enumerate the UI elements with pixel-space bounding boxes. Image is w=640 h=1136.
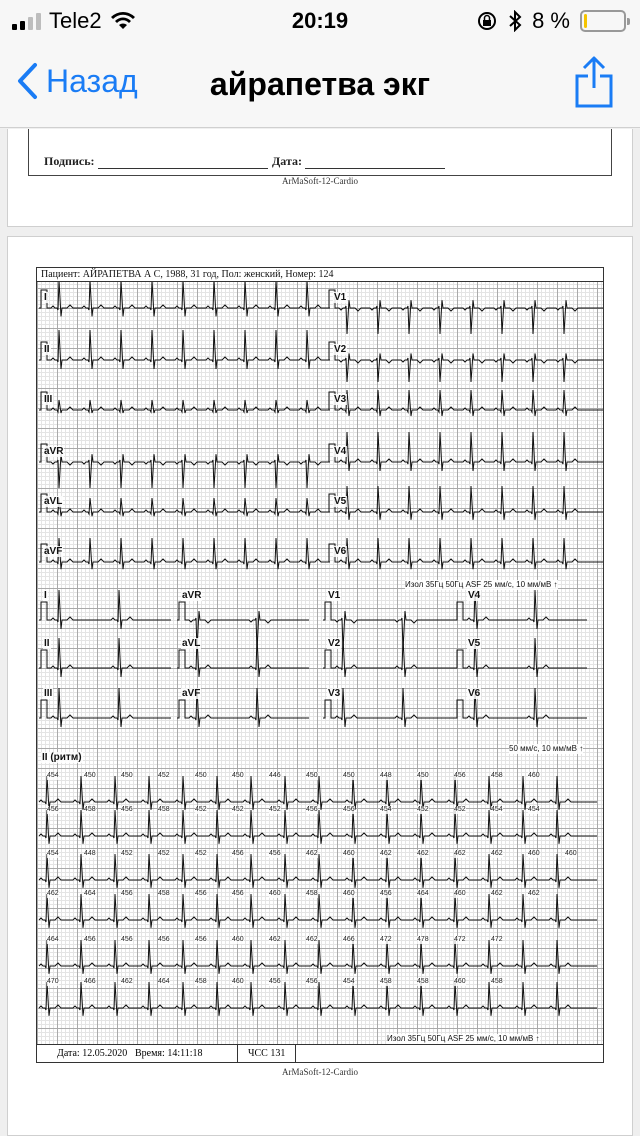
ecg-footer bbox=[37, 1044, 603, 1062]
rr-interval-4-9: 460 bbox=[343, 890, 355, 897]
rr-interval-4-4: 458 bbox=[158, 890, 170, 897]
rr-interval-5-3: 456 bbox=[121, 936, 133, 943]
mid-lead-label-V6: V6 bbox=[468, 688, 481, 699]
rr-interval-5-2: 456 bbox=[84, 936, 96, 943]
rr-interval-4-7: 460 bbox=[269, 890, 281, 897]
settings-middle: 50 мм/с, 10 мм/мВ ↑ bbox=[509, 744, 584, 753]
rr-interval-6-12: 460 bbox=[454, 978, 466, 985]
rr-interval-4-11: 464 bbox=[417, 890, 429, 897]
rr-interval-1-14: 460 bbox=[528, 772, 540, 779]
status-time: 20:19 bbox=[291, 8, 349, 33]
rr-interval-3-13: 462 bbox=[491, 850, 503, 857]
rr-interval-6-2: 466 bbox=[84, 978, 96, 985]
rr-interval-4-10: 456 bbox=[380, 890, 392, 897]
rr-interval-2-11: 452 bbox=[417, 806, 429, 813]
lead-label-V1: V1 bbox=[334, 292, 347, 303]
rr-interval-6-10: 458 bbox=[380, 978, 392, 985]
rr-interval-2-2: 458 bbox=[84, 806, 96, 813]
rr-interval-3-3: 452 bbox=[121, 850, 133, 857]
rr-interval-2-3: 456 bbox=[121, 806, 133, 813]
rr-interval-2-7: 452 bbox=[269, 806, 281, 813]
rr-interval-1-6: 450 bbox=[232, 772, 244, 779]
back-button[interactable] bbox=[16, 62, 138, 100]
lead-label-I: I bbox=[44, 292, 47, 303]
rr-interval-4-3: 456 bbox=[121, 890, 133, 897]
page2-brand: ArMaSoft-12-Cardio bbox=[282, 1067, 358, 1077]
rr-interval-5-6: 460 bbox=[232, 936, 244, 943]
rr-interval-5-12: 472 bbox=[454, 936, 466, 943]
rr-interval-6-1: 470 bbox=[47, 978, 59, 985]
lead-label-V5: V5 bbox=[334, 496, 347, 507]
rr-interval-3-2: 448 bbox=[84, 850, 96, 857]
rr-interval-2-5: 452 bbox=[195, 806, 207, 813]
rr-interval-3-15: 460 bbox=[565, 850, 577, 857]
rr-interval-5-13: 472 bbox=[491, 936, 503, 943]
rr-interval-3-12: 462 bbox=[454, 850, 466, 857]
ecg-mid-trace-V2 bbox=[323, 638, 455, 677]
ecg-mid-trace-V3 bbox=[323, 688, 455, 727]
rr-interval-2-9: 456 bbox=[343, 806, 355, 813]
rr-interval-4-8: 458 bbox=[306, 890, 318, 897]
status-right bbox=[476, 8, 626, 34]
rhythm-trace-row-2 bbox=[39, 810, 597, 844]
lead-label-aVL: aVL bbox=[44, 496, 63, 507]
rr-interval-4-12: 460 bbox=[454, 890, 466, 897]
rr-interval-1-4: 452 bbox=[158, 772, 170, 779]
ecg-mid-trace-II bbox=[39, 638, 171, 677]
rr-interval-5-10: 472 bbox=[380, 936, 392, 943]
rr-interval-3-4: 452 bbox=[158, 850, 170, 857]
rr-interval-1-12: 456 bbox=[454, 772, 466, 779]
ecg-lead-trace-II bbox=[39, 330, 330, 369]
rr-interval-4-5: 456 bbox=[195, 890, 207, 897]
rr-interval-1-11: 450 bbox=[417, 772, 429, 779]
rr-interval-4-2: 464 bbox=[84, 890, 96, 897]
settings-bottom: Изол 35Гц 50Гц ASF 25 мм/с, 10 мм/мВ ↑ bbox=[387, 1034, 540, 1043]
document-viewer[interactable] bbox=[0, 129, 640, 1136]
mid-lead-label-aVL: aVL bbox=[182, 638, 201, 649]
ecg-lead-trace-aVF bbox=[39, 538, 330, 569]
ecg-lead-trace-I bbox=[39, 280, 330, 316]
rr-interval-5-8: 462 bbox=[306, 936, 318, 943]
rr-interval-1-13: 458 bbox=[491, 772, 503, 779]
mid-lead-label-V2: V2 bbox=[328, 638, 341, 649]
rhythm-trace-row-5 bbox=[39, 940, 597, 974]
signature-label: Подпись: bbox=[44, 154, 95, 168]
ecg-lead-trace-V6 bbox=[327, 538, 603, 569]
page1-brand: ArMaSoft-12-Cardio bbox=[282, 176, 358, 186]
ecg-mid-trace-III bbox=[39, 688, 171, 727]
rr-interval-3-10: 462 bbox=[380, 850, 392, 857]
rhythm-label: II (ритм) bbox=[42, 752, 82, 763]
rhythm-trace-row-1 bbox=[39, 776, 597, 810]
lead-label-aVR: aVR bbox=[44, 446, 64, 457]
rr-interval-6-5: 458 bbox=[195, 978, 207, 985]
bluetooth-icon bbox=[508, 10, 522, 32]
rr-interval-3-7: 456 bbox=[269, 850, 281, 857]
rr-interval-1-2: 450 bbox=[84, 772, 96, 779]
rr-interval-3-5: 452 bbox=[195, 850, 207, 857]
ecg-lead-trace-V2 bbox=[327, 342, 603, 382]
rr-interval-1-10: 448 bbox=[380, 772, 392, 779]
rr-interval-3-9: 460 bbox=[343, 850, 355, 857]
mid-lead-label-aVR: aVR bbox=[182, 590, 202, 601]
mid-lead-label-V4: V4 bbox=[468, 590, 481, 601]
ecg-lead-trace-V3 bbox=[327, 390, 603, 416]
settings-top: Изол 35Гц 50Гц ASF 25 мм/с, 10 мм/мВ ↑ bbox=[405, 580, 558, 589]
record-time: Время: 14:11:18 bbox=[135, 1048, 203, 1059]
ecg-lead-trace-aVL bbox=[39, 494, 330, 516]
lead-label-V6: V6 bbox=[334, 546, 347, 557]
lead-label-V3: V3 bbox=[334, 394, 347, 405]
lead-label-aVF: aVF bbox=[44, 546, 63, 557]
chevron-left-icon bbox=[16, 62, 38, 100]
lead-label-II: II bbox=[44, 344, 50, 355]
rr-interval-1-9: 450 bbox=[343, 772, 355, 779]
ecg-lead-trace-V4 bbox=[327, 432, 603, 471]
rr-interval-4-6: 456 bbox=[232, 890, 244, 897]
share-icon bbox=[574, 54, 614, 110]
heart-rate: ЧСС 131 bbox=[237, 1045, 296, 1063]
rr-interval-6-4: 464 bbox=[158, 978, 170, 985]
signature-line bbox=[44, 154, 268, 169]
pdf-page-1 bbox=[7, 129, 633, 227]
rhythm-trace-row-4 bbox=[39, 894, 597, 928]
date-line bbox=[272, 154, 445, 169]
ecg-lead-trace-V1 bbox=[327, 290, 603, 334]
rr-interval-3-14: 460 bbox=[528, 850, 540, 857]
rr-interval-5-11: 478 bbox=[417, 936, 429, 943]
mid-lead-label-I: I bbox=[44, 590, 47, 601]
lead-label-V4: V4 bbox=[334, 446, 347, 457]
rr-interval-3-8: 462 bbox=[306, 850, 318, 857]
rhythm-trace-row-3 bbox=[39, 854, 597, 888]
rr-interval-4-14: 462 bbox=[528, 890, 540, 897]
mid-lead-label-II: II bbox=[44, 638, 50, 649]
mid-lead-label-V5: V5 bbox=[468, 638, 481, 649]
rr-interval-5-1: 464 bbox=[47, 936, 59, 943]
ecg-lead-trace-V5 bbox=[327, 486, 603, 520]
date-label: Дата: bbox=[272, 154, 302, 168]
rr-interval-2-14: 454 bbox=[528, 806, 540, 813]
rr-interval-1-7: 446 bbox=[269, 772, 281, 779]
carrier-name: Tele2 bbox=[49, 8, 102, 33]
rr-interval-2-4: 458 bbox=[158, 806, 170, 813]
ecg-lead-trace-III bbox=[39, 392, 330, 413]
ecg-mid-trace-I bbox=[39, 590, 171, 629]
rr-interval-5-4: 456 bbox=[158, 936, 170, 943]
rr-interval-2-1: 456 bbox=[47, 806, 59, 813]
pdf-page-2 bbox=[7, 236, 633, 1136]
rr-interval-6-11: 458 bbox=[417, 978, 429, 985]
rr-interval-1-5: 450 bbox=[195, 772, 207, 779]
rr-interval-3-11: 462 bbox=[417, 850, 429, 857]
rr-interval-6-13: 458 bbox=[491, 978, 503, 985]
rr-interval-6-7: 456 bbox=[269, 978, 281, 985]
navigation-bar bbox=[0, 40, 640, 128]
rr-interval-1-3: 450 bbox=[121, 772, 133, 779]
status-bar bbox=[0, 0, 640, 40]
rr-interval-5-5: 456 bbox=[195, 936, 207, 943]
rhythm-trace-row-6 bbox=[39, 982, 597, 1016]
rr-interval-2-8: 456 bbox=[306, 806, 318, 813]
record-date: Дата: 12.05.2020 bbox=[57, 1048, 128, 1059]
rr-interval-4-13: 462 bbox=[491, 890, 503, 897]
mid-lead-label-aVF: aVF bbox=[182, 688, 201, 699]
rr-interval-2-10: 454 bbox=[380, 806, 392, 813]
mid-lead-label-V1: V1 bbox=[328, 590, 341, 601]
patient-header: Пациент: АЙРАПЕТВА А С, 1988, 31 год, Пол: женский, Номер: 124 bbox=[37, 268, 603, 282]
mid-lead-label-V3: V3 bbox=[328, 688, 341, 699]
rr-interval-5-9: 466 bbox=[343, 936, 355, 943]
rr-interval-2-6: 452 bbox=[232, 806, 244, 813]
rr-interval-6-3: 462 bbox=[121, 978, 133, 985]
document-title: айрапетва экг bbox=[209, 66, 431, 102]
lead-label-III: III bbox=[44, 394, 53, 405]
rr-interval-3-1: 454 bbox=[47, 850, 59, 857]
rr-interval-6-9: 454 bbox=[343, 978, 355, 985]
rr-interval-6-6: 460 bbox=[232, 978, 244, 985]
rr-interval-4-1: 462 bbox=[47, 890, 59, 897]
rr-interval-3-6: 456 bbox=[232, 850, 244, 857]
battery-percent: 8 % bbox=[532, 8, 570, 33]
battery-icon bbox=[580, 10, 626, 32]
share-button[interactable] bbox=[574, 54, 614, 115]
mid-lead-label-III: III bbox=[44, 688, 53, 699]
orientation-lock-icon bbox=[476, 10, 498, 32]
rr-interval-5-7: 462 bbox=[269, 936, 281, 943]
ecg-sheet bbox=[36, 267, 604, 1063]
ecg-lead-trace-aVR bbox=[39, 444, 330, 488]
back-label: Назад bbox=[46, 62, 138, 99]
rr-interval-1-1: 454 bbox=[47, 772, 59, 779]
rr-interval-2-12: 452 bbox=[454, 806, 466, 813]
rr-interval-1-8: 450 bbox=[306, 772, 318, 779]
rr-interval-2-13: 454 bbox=[491, 806, 503, 813]
rr-interval-6-8: 456 bbox=[306, 978, 318, 985]
lead-label-V2: V2 bbox=[334, 344, 347, 355]
